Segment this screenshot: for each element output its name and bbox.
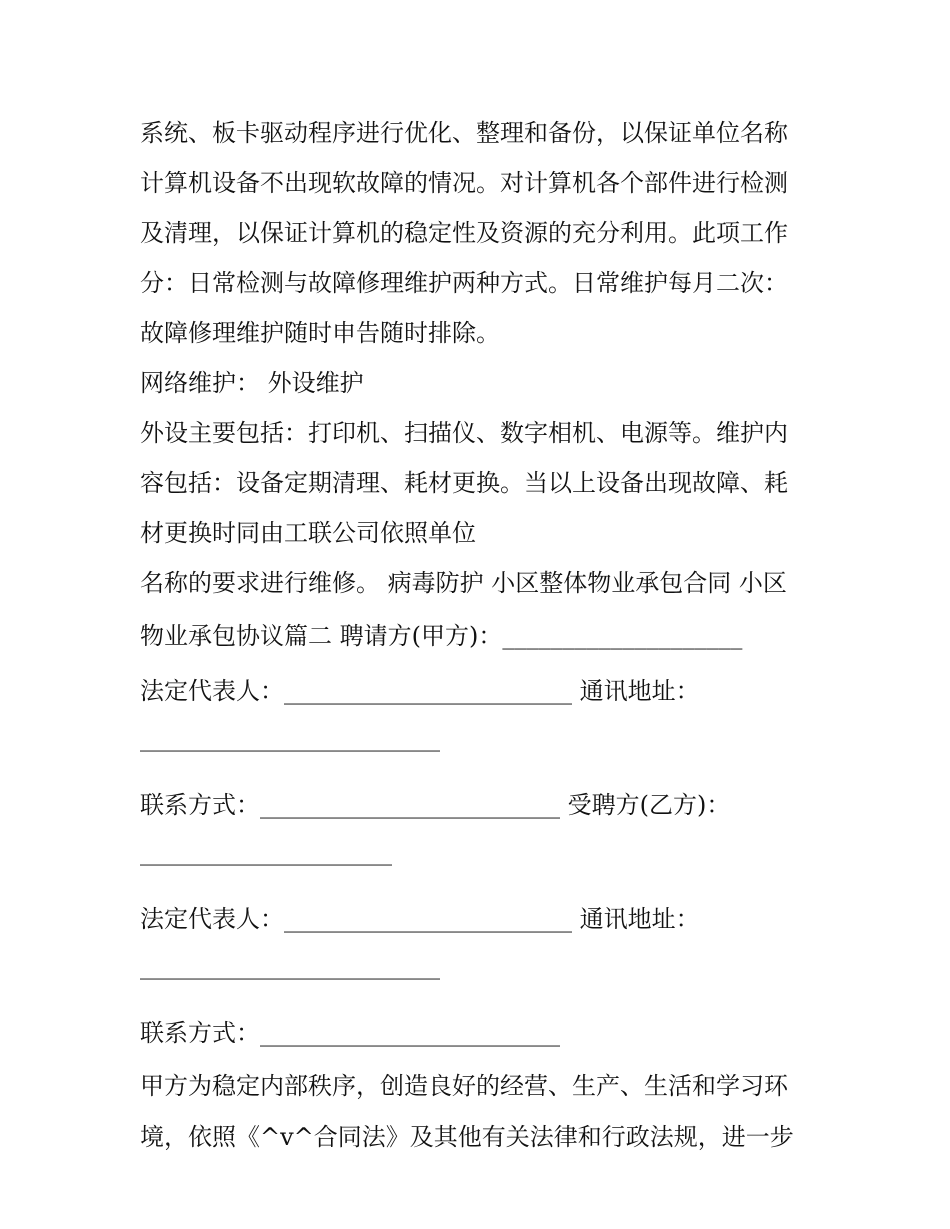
document-page — [140, 108, 820, 1162]
text-line-11: 物业承包协议篇二 聘请方(甲方)：____________________ — [140, 622, 743, 650]
text-line-1: 系统、板卡驱动程序进行优化、整理和备份，以保证单位名称 — [140, 119, 788, 147]
text-line-5: 故障修理维护随时申告随时排除。 — [140, 319, 500, 347]
text-line-2: 计算机设备不出现软故障的情况。对计算机各个部件进行检测 — [140, 169, 788, 197]
text-line-4: 分：日常检测与故障修理维护两种方式。日常维护每月二次： — [140, 269, 788, 297]
text-line-8: 容包括：设备定期清理、耗材更换。当以上设备出现故障、耗 — [140, 469, 788, 497]
text-line-6: 网络维护： 外设维护 — [140, 369, 364, 397]
text-line-13: _________________________ — [140, 724, 440, 752]
text-line-19: 甲方为稳定内部秩序，创造良好的经营、生产、生活和学习环 — [140, 1072, 788, 1100]
text-line-9: 材更换时同由工联公司依照单位 — [140, 519, 476, 547]
text-line-14: 联系方式：_________________________ 受聘方(乙方)： — [140, 791, 731, 819]
text-line-17: _________________________ — [140, 952, 440, 980]
text-line-20: 境，依照《^v^合同法》及其他有关法律和行政法规，进一步 — [140, 1123, 794, 1151]
text-line-16: 法定代表人：________________________ 通讯地址： — [140, 905, 700, 933]
text-line-15: _____________________ — [140, 838, 392, 866]
text-line-10: 名称的要求进行维修。 病毒防护 小区整体物业承包合同 小区 — [140, 569, 787, 597]
text-line-3: 及清理，以保证计算机的稳定性及资源的充分利用。此项工作 — [140, 219, 788, 247]
text-line-7: 外设主要包括：打印机、扫描仪、数字相机、电源等。维护内 — [140, 419, 788, 447]
text-line-12: 法定代表人：________________________ 通讯地址： — [140, 677, 700, 705]
text-line-18: 联系方式：_________________________ — [140, 1019, 560, 1047]
